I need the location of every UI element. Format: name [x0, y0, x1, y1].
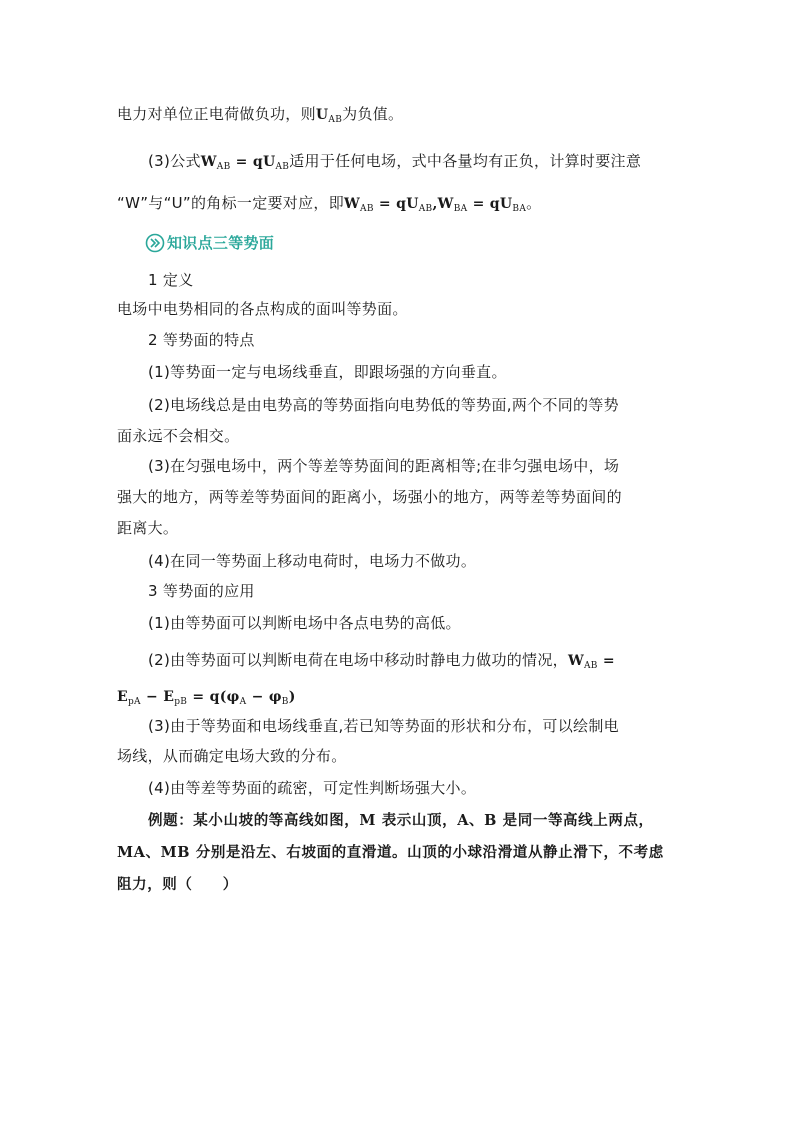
knowledge-point-title: 知识点三等势面: [167, 234, 275, 252]
feature-3-line-2: 强大的地方，两等差等势面间的距离小，场强小的地方，两等差等势面间的: [117, 488, 622, 506]
math-u-ab: $U_{AB}$: [315, 107, 343, 125]
example-line-1: 例题：某小山坡的等高线如图，M 表示山顶，A、B 是同一等高线上两点，: [148, 812, 654, 829]
heading-definition: 1 定义: [148, 271, 194, 289]
math-w-ab-start: $W_{AB}$ =: [567, 653, 615, 671]
feature-4: (4)在同一等势面上移动电荷时，电场力不做功。: [148, 552, 477, 570]
application-1: (1)由等势面可以判断电场中各点电势的高低。: [148, 614, 461, 632]
line-formula: (3)公式$W_{AB} = qU_{AB}$适用于任何电场，式中各量均有正负，计算时要注意: [148, 152, 642, 172]
example-line-2: MA、MB 分别是沿左、右坡面的直滑道。山顶的小球沿滑道从静止滑下，不考虑: [117, 844, 664, 861]
application-3-line-2: 场线，从而确定电场大致的分布。: [117, 747, 347, 765]
line-1: 电力对单位正电荷做负功，则$U_{AB}$为负值。: [117, 105, 404, 125]
feature-1: (1)等势面一定与电场线垂直，即跟场强的方向垂直。: [148, 363, 507, 381]
feature-3-line-1: (3)在匀强电场中，两个等差等势面间的距离相等;在非匀强电场中，场: [148, 457, 620, 475]
example-line-3: 阻力，则（ ）: [117, 876, 238, 893]
heading-features: 2 等势面的特点: [148, 331, 255, 349]
heading-applications: 3 等势面的应用: [148, 582, 255, 600]
application-2-line-2: [117, 686, 687, 712]
application-2-line-1: (2)由等势面可以判断电荷在电场中移动时静电力做功的情况，$W_{AB}$ =: [148, 651, 615, 671]
feature-2-line-1: (2)电场线总是由电势高的等势面指向电势低的等势面,两个不同的等势: [148, 396, 619, 414]
circled-double-chevron-icon: [145, 233, 165, 253]
knowledge-point-heading: [145, 233, 715, 253]
line-subscripts: “W”与“U”的角标一定要对应，即$W_{AB} = qU_{AB},W_{BA} = qU_{BA}$。: [117, 194, 542, 214]
definition-text: 电场中电势相同的各点构成的面叫等势面。: [117, 300, 408, 318]
application-4: (4)由等差等势面的疏密，可定性判断场强大小。: [148, 779, 477, 797]
math-energy-potential: $E_{pA} - E_{pB} = q(\varphi_A - \varphi_B)$: [117, 689, 296, 707]
feature-2-line-2: 面永远不会相交。: [117, 427, 240, 445]
feature-3-line-3: 距离大。: [117, 519, 179, 537]
application-3-line-1: (3)由于等势面和电场线垂直,若已知等势面的形状和分布，可以绘制电: [148, 717, 619, 735]
math-w-ab-eq: $W_{AB} = qU_{AB}$: [200, 154, 290, 172]
math-w-pair: $W_{AB} = qU_{AB},W_{BA} = qU_{BA}$: [344, 196, 527, 214]
